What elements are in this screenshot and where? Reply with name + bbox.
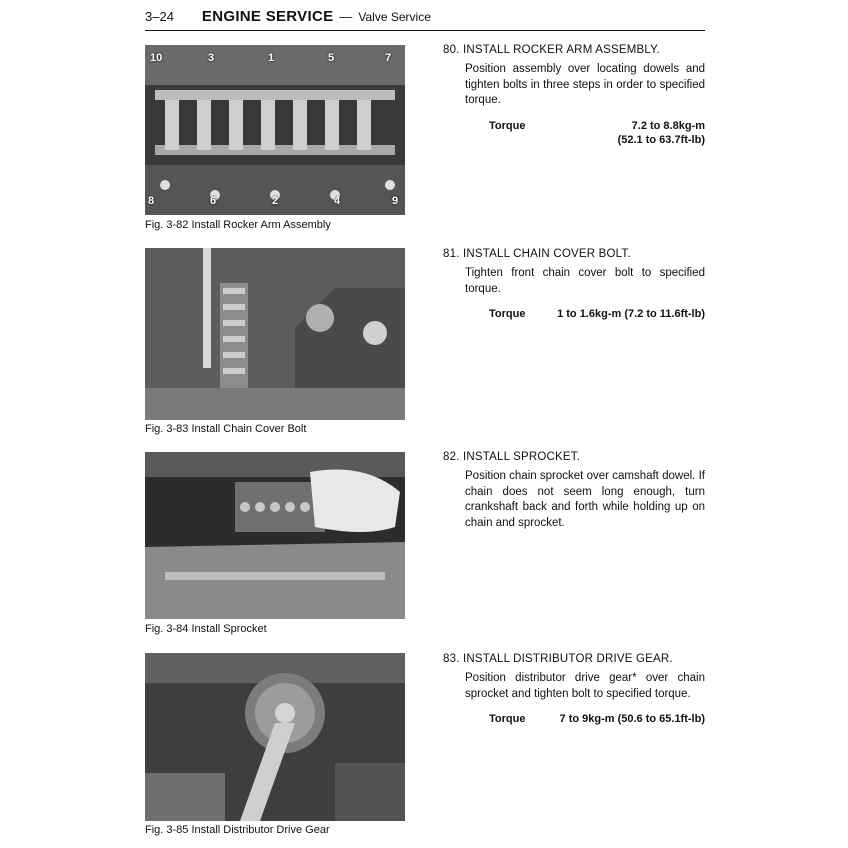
callout-label: 3: [208, 52, 215, 64]
torque-value: 7 to 9kg-m (50.6 to 65.1ft-lb): [559, 713, 705, 725]
figure-chain-cover-photo: [145, 248, 405, 420]
step-body: Position assembly over locating dowels and tighten bolts in three steps in order to specified torque.: [465, 63, 705, 106]
step-81: [443, 248, 705, 321]
callout-label: 5: [328, 52, 335, 64]
figure-caption: Fig. 3-85 Install Distributor Drive Gear: [145, 824, 330, 836]
torque-value-imperial: (52.1 to 63.7ft-lb): [617, 133, 705, 146]
torque-spec: [489, 712, 705, 726]
step-title: 82. INSTALL SPROCKET.: [443, 451, 581, 463]
callout-label: 1: [268, 52, 275, 64]
callout-label: 9: [392, 195, 399, 207]
figure-caption: Fig. 3-82 Install Rocker Arm Assembly: [145, 219, 331, 231]
callout-label: 4: [334, 195, 341, 207]
title-dash: —: [339, 9, 353, 24]
callout-label: 8: [148, 195, 155, 207]
torque-label: Torque: [489, 713, 526, 725]
callout-label: 6: [210, 195, 217, 207]
step-title: 81. INSTALL CHAIN COVER BOLT.: [443, 248, 631, 260]
page-number: 3–24: [145, 9, 174, 24]
torque-value: 1 to 1.6kg-m (7.2 to 11.6ft-lb): [557, 308, 705, 320]
step-title: 83. INSTALL DISTRIBUTOR DRIVE GEAR.: [443, 653, 673, 665]
torque-label: Torque: [489, 119, 526, 132]
figure-sprocket-photo: [145, 452, 405, 619]
torque-label: Torque: [489, 308, 526, 320]
torque-spec: [489, 307, 705, 321]
callout-label: 2: [272, 195, 279, 207]
step-body: Tighten front chain cover bolt to specified torque.: [465, 267, 705, 295]
step-body: Position distributor drive gear* over chain sprocket and tighten bolt to specified torque.: [465, 672, 705, 700]
subsection-title: Valve Service: [358, 10, 431, 24]
page-header: [145, 8, 705, 31]
figure-caption: Fig. 3-84 Install Sprocket: [145, 623, 267, 635]
callout-label: 10: [150, 52, 163, 64]
step-title: 80. INSTALL ROCKER ARM ASSEMBLY.: [443, 44, 660, 56]
torque-spec: [489, 119, 705, 147]
step-82: [443, 451, 705, 531]
step-83: [443, 653, 705, 726]
figure-caption: Fig. 3-83 Install Chain Cover Bolt: [145, 423, 307, 435]
torque-value-metric: 7.2 to 8.8kg-m: [631, 119, 705, 132]
section-title: ENGINE SERVICE: [201, 8, 334, 25]
step-80: [443, 44, 705, 147]
figure-rocker-arm-photo: [145, 45, 405, 215]
torque-value: [618, 119, 705, 147]
figure-drive-gear-photo: [145, 653, 405, 821]
callout-label: 7: [385, 52, 392, 64]
step-body: Position chain sprocket over camshaft dowel. If chain does not seem long enough, turn crankshaft back and forth while holding up on chain and sprocket.: [465, 470, 705, 529]
